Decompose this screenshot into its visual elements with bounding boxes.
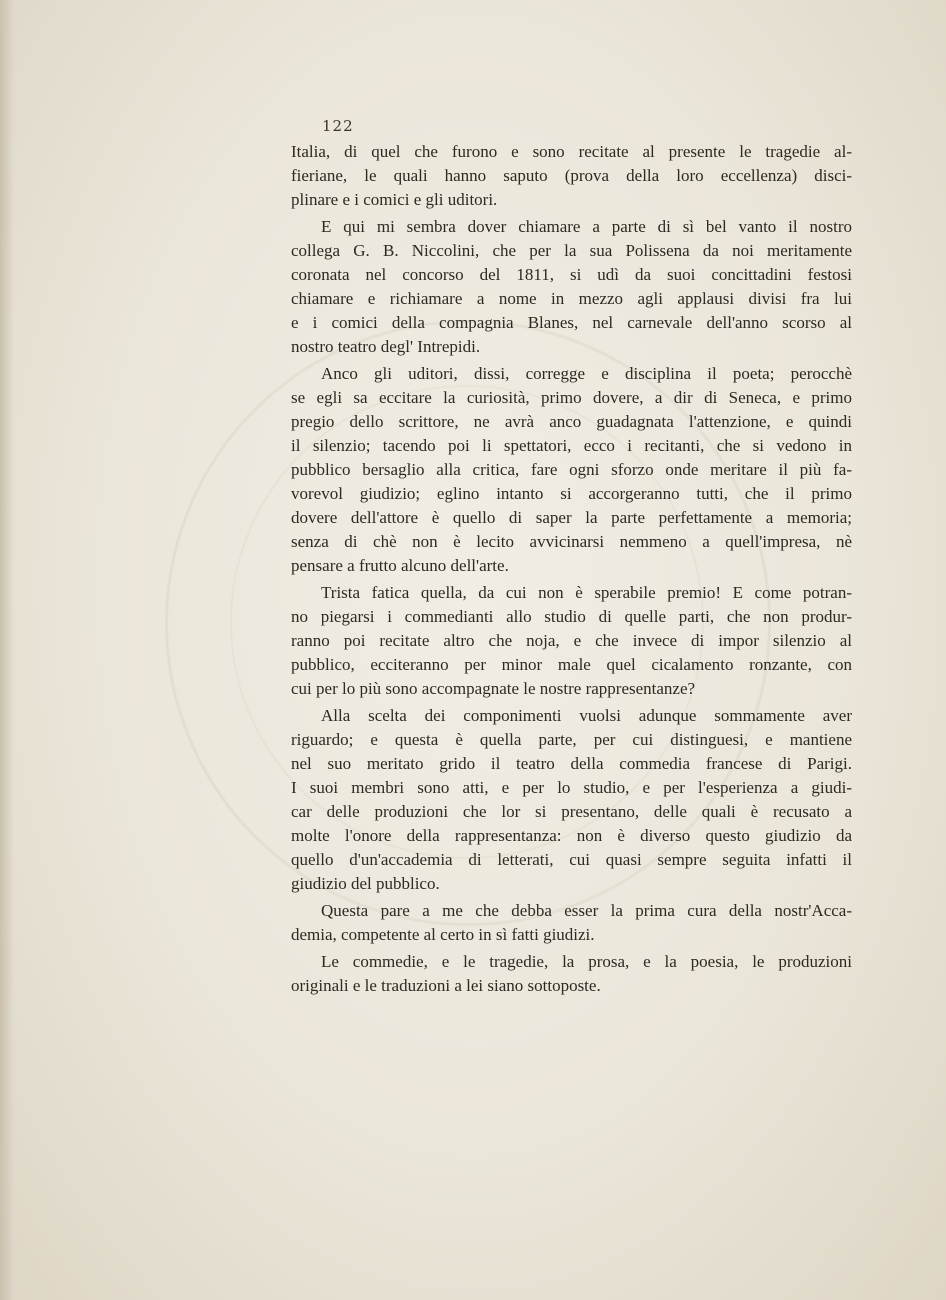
text-line: car delle produzioni che lor si presentano, delle quali è recusato a [291, 802, 852, 821]
text-line: ranno poi recitate altro che noja, e che invece di impor silenzio al [291, 631, 852, 650]
text-line: pubblico, ecciteranno per minor male quel cicalamento ronzante, con [291, 655, 852, 674]
text-line: demia, competente al certo in sì fatti giudizi. [291, 925, 595, 944]
text-line: il silenzio; tacendo poi li spettatori, ecco i recitanti, che si vedono in [291, 436, 852, 455]
paragraph [291, 704, 852, 896]
text-line: riguardo; e questa è quella parte, per cui distinguesi, e mantiene [291, 730, 852, 749]
text-line: I suoi membri sono atti, e per lo studio, e per l'esperienza a giudi- [291, 778, 852, 797]
text-line: senza di chè non è lecito avvicinarsi nemmeno a quell'impresa, nè [291, 532, 852, 551]
text-line: quello d'un'accademia di letterati, cui quasi sempre seguita infatti il [291, 850, 852, 869]
text-line: Anco gli uditori, dissi, corregge e disciplina il poeta; perocchè [321, 364, 852, 383]
paragraph [291, 581, 852, 701]
text-line: vorevol giudizio; eglino intanto si accorgeranno tutti, che il primo [291, 484, 852, 503]
paragraph [291, 215, 852, 359]
page-number: 122 [322, 117, 354, 135]
paragraph [291, 950, 852, 998]
text-line: molte l'onore della rappresentanza: non è diverso questo giudizio da [291, 826, 852, 845]
text-line: Le commedie, e le tragedie, la prosa, e la poesia, le produzioni [321, 952, 852, 971]
text-line: collega G. B. Niccolini, che per la sua Polissena da noi meritamente [291, 241, 852, 260]
text-line: pensare a frutto alcuno dell'arte. [291, 556, 509, 575]
text-line: cui per lo più sono accompagnate le nostre rappresentanze? [291, 679, 696, 698]
text-line: coronata nel concorso del 1811, si udì da suoi concittadini festosi [291, 265, 852, 284]
text-line: E qui mi sembra dover chiamare a parte di sì bel vanto il nostro [321, 217, 852, 236]
text-line: Trista fatica quella, da cui non è sperabile premio! E come potran- [321, 583, 852, 602]
paragraph [291, 362, 852, 578]
text-line: nel suo meritato grido il teatro della commedia francese di Parigi. [291, 754, 852, 773]
text-line: nostro teatro degl' Intrepidi. [291, 337, 481, 356]
text-line: Italia, di quel che furono e sono recitate al presente le tragedie al- [291, 142, 852, 161]
text-line: pubblico bersaglio alla critica, fare ogni sforzo onde meritare il più fa- [291, 460, 852, 479]
text-line: e i comici della compagnia Blanes, nel carnevale dell'anno scorso al [291, 313, 852, 332]
text-line: Questa pare a me che debba esser la prima cura della nostr'Acca- [321, 901, 852, 920]
text-line: giudizio del pubblico. [291, 874, 440, 893]
text-line: chiamare e richiamare a nome in mezzo agli applausi divisi fra lui [291, 289, 852, 308]
text-line: dovere dell'attore è quello di saper la parte perfettamente a memoria; [291, 508, 852, 527]
text-line: pregio dello scrittore, ne avrà anco guadagnata l'attenzione, e quindi [291, 412, 852, 431]
text-line: originali e le traduzioni a lei siano sottoposte. [291, 976, 601, 995]
paragraph [291, 899, 852, 947]
text-line: se egli sa eccitare la curiosità, primo dovere, a dir di Seneca, e primo [291, 388, 852, 407]
text-line: Alla scelta dei componimenti vuolsi adunque sommamente aver [321, 706, 852, 725]
page-edge-shadow [0, 0, 14, 1300]
text-line: plinare e i comici e gli uditori. [291, 190, 498, 209]
body-text [291, 140, 852, 1001]
text-line: fieriane, le quali hanno saputo (prova della loro eccellenza) disci- [291, 166, 852, 185]
paragraph [291, 140, 852, 212]
text-line: no piegarsi i commedianti allo studio di quelle parti, che non produr- [291, 607, 852, 626]
